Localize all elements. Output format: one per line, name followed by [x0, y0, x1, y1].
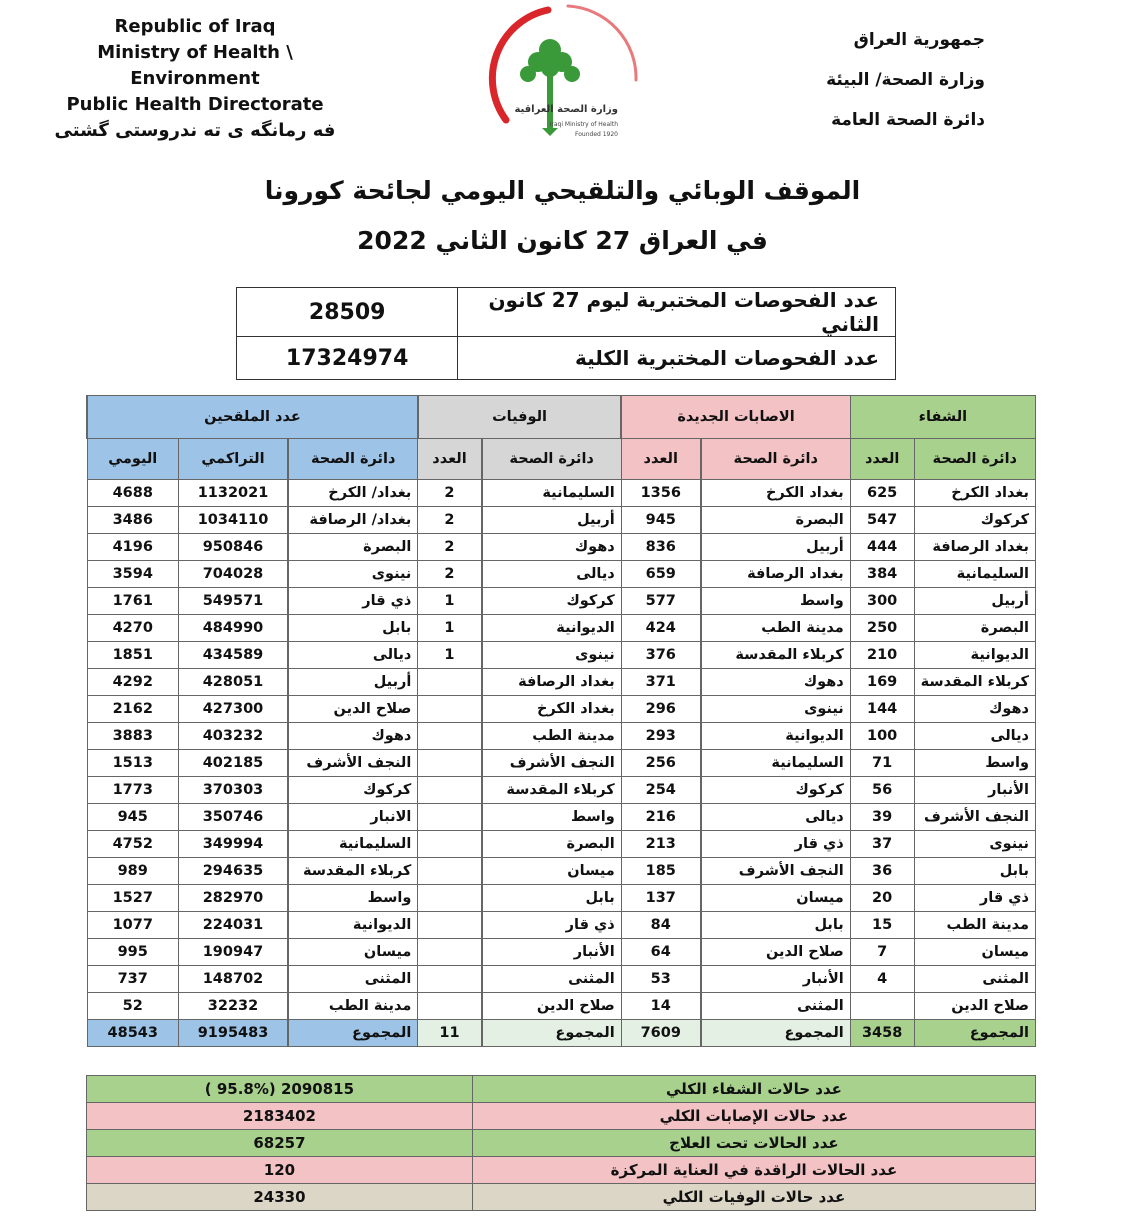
row-vac-daily: 989	[87, 858, 178, 885]
row-vac-directorate: ذي قار	[288, 588, 418, 615]
row-death-count	[418, 831, 482, 858]
row-death-directorate: ذي قار	[482, 912, 622, 939]
summary-label: عدد حالات الإصابات الكلي	[472, 1103, 1035, 1130]
row-death-directorate: صلاح الدين	[482, 993, 622, 1020]
page-subtitle: في العراق 27 كانون الثاني 2022	[357, 226, 768, 255]
row-vac-directorate: بغداد/ الرصافة	[288, 507, 418, 534]
row-vac-daily: 1513	[87, 750, 178, 777]
row-vac-cumulative: 950846	[178, 534, 288, 561]
sub-death-directorate: دائرة الصحة	[482, 439, 622, 480]
table-row	[87, 993, 1036, 1020]
row-vac-directorate: النجف الأشرف	[288, 750, 418, 777]
logo-founded-text: Founded 1920	[575, 131, 618, 138]
row-death-directorate: النجف الأشرف	[482, 750, 622, 777]
summary-label: عدد الحالات الراقدة في العناية المركزة	[472, 1157, 1035, 1184]
row-case-directorate: دهوك	[701, 669, 850, 696]
group-deaths: الوفيات	[418, 396, 621, 439]
row-vac-daily: 1077	[87, 912, 178, 939]
sub-case-directorate: دائرة الصحة	[701, 439, 850, 480]
row-rec-count: 144	[850, 696, 914, 723]
row-death-count	[418, 804, 482, 831]
row-vac-directorate: نينوى	[288, 561, 418, 588]
sub-vac-daily: اليومي	[87, 439, 178, 480]
row-case-directorate: الديوانية	[701, 723, 850, 750]
row-rec-directorate: دهوك	[914, 696, 1035, 723]
row-death-count: 2	[418, 534, 482, 561]
table-row	[87, 858, 1036, 885]
row-case-count: 836	[621, 534, 701, 561]
table-row	[87, 696, 1036, 723]
row-rec-directorate: بابل	[914, 858, 1035, 885]
row-case-directorate: بغداد الرصافة	[701, 561, 850, 588]
totals-row	[87, 1020, 1036, 1047]
header-kurdish: فه رمانگه ی ته ندروستی گشتی	[54, 120, 336, 141]
table-row	[87, 507, 1036, 534]
header-republic: Republic of Iraq	[114, 16, 276, 37]
row-death-directorate: مدينة الطب	[482, 723, 622, 750]
table-row	[87, 750, 1036, 777]
row-case-count: 213	[621, 831, 701, 858]
row-death-directorate: بغداد الكرخ	[482, 696, 622, 723]
tests-daily-label: عدد الفحوصات المختبرية ليوم 27 كانون الثاني	[458, 288, 896, 337]
row-vac-daily: 4270	[87, 615, 178, 642]
summary-label: عدد حالات الشفاء الكلي	[472, 1076, 1035, 1103]
row-vac-daily: 1773	[87, 777, 178, 804]
row-vac-cumulative: 282970	[178, 885, 288, 912]
row-vac-daily: 52	[87, 993, 178, 1020]
row-death-directorate: أربيل	[482, 507, 622, 534]
row-rec-directorate: ذي قار	[914, 885, 1035, 912]
row-case-directorate: أربيل	[701, 534, 850, 561]
row-vac-cumulative: 549571	[178, 588, 288, 615]
row-rec-count: 15	[850, 912, 914, 939]
table-row	[87, 534, 1036, 561]
row-death-directorate: كربلاء المقدسة	[482, 777, 622, 804]
table-row	[87, 561, 1036, 588]
total-vac-daily: 48543	[87, 1020, 178, 1047]
row-rec-count: 444	[850, 534, 914, 561]
row-vac-directorate: الديوانية	[288, 912, 418, 939]
row-rec-directorate: أربيل	[914, 588, 1035, 615]
row-case-count: 1356	[621, 480, 701, 507]
row-death-directorate: الأنبار	[482, 939, 622, 966]
row-rec-count: 100	[850, 723, 914, 750]
row-case-count: 14	[621, 993, 701, 1020]
table-row	[87, 885, 1036, 912]
row-vac-directorate: بغداد/ الكرخ	[288, 480, 418, 507]
row-rec-count: 36	[850, 858, 914, 885]
row-rec-count: 56	[850, 777, 914, 804]
row-case-count: 376	[621, 642, 701, 669]
summary-row	[87, 1130, 1036, 1157]
row-case-directorate: الأنبار	[701, 966, 850, 993]
row-rec-count: 300	[850, 588, 914, 615]
row-vac-cumulative: 434589	[178, 642, 288, 669]
row-rec-count: 384	[850, 561, 914, 588]
row-rec-directorate: المثنى	[914, 966, 1035, 993]
row-vac-directorate: الانبار	[288, 804, 418, 831]
row-death-count: 2	[418, 507, 482, 534]
table-row	[87, 939, 1036, 966]
summary-row	[87, 1157, 1036, 1184]
row-death-count	[418, 750, 482, 777]
row-case-directorate: نينوى	[701, 696, 850, 723]
row-vac-daily: 3486	[87, 507, 178, 534]
row-rec-directorate: نينوى	[914, 831, 1035, 858]
row-case-count: 53	[621, 966, 701, 993]
sub-rec-directorate: دائرة الصحة	[914, 439, 1035, 480]
row-vac-cumulative: 349994	[178, 831, 288, 858]
row-vac-daily: 1761	[87, 588, 178, 615]
total-new-cases: 7609	[621, 1020, 701, 1047]
summary-value: 120	[87, 1157, 473, 1184]
row-death-count: 1	[418, 642, 482, 669]
row-death-count	[418, 696, 482, 723]
row-case-directorate: ميسان	[701, 885, 850, 912]
row-vac-cumulative: 484990	[178, 615, 288, 642]
row-rec-count: 39	[850, 804, 914, 831]
row-case-directorate: ذي قار	[701, 831, 850, 858]
row-vac-cumulative: 370303	[178, 777, 288, 804]
ministry-logo-icon	[468, 2, 658, 152]
total-recovery-label: المجموع	[914, 1020, 1035, 1047]
row-vac-cumulative: 403232	[178, 723, 288, 750]
total-vac-label: المجموع	[288, 1020, 418, 1047]
summary-value: ( 95.8%) 2090815	[87, 1076, 473, 1103]
row-case-directorate: واسط	[701, 588, 850, 615]
row-case-directorate: المثنى	[701, 993, 850, 1020]
row-vac-daily: 945	[87, 804, 178, 831]
row-vac-directorate: ديالى	[288, 642, 418, 669]
row-vac-directorate: دهوك	[288, 723, 418, 750]
row-vac-daily: 4196	[87, 534, 178, 561]
tests-total-label: عدد الفحوصات المختبرية الكلية	[458, 337, 896, 380]
row-rec-count: 169	[850, 669, 914, 696]
summary-row	[87, 1184, 1036, 1211]
row-case-directorate: صلاح الدين	[701, 939, 850, 966]
logo-arabic-text: وزارة الصحة العراقية	[514, 104, 618, 115]
sub-header-row	[87, 439, 1036, 480]
row-vac-cumulative: 1132021	[178, 480, 288, 507]
tests-total-value: 17324974	[237, 337, 458, 380]
table-row	[87, 723, 1036, 750]
row-death-directorate: الديوانية	[482, 615, 622, 642]
row-death-directorate: بابل	[482, 885, 622, 912]
row-case-count: 254	[621, 777, 701, 804]
row-vac-directorate: ميسان	[288, 939, 418, 966]
row-death-directorate: ميسان	[482, 858, 622, 885]
row-death-count	[418, 777, 482, 804]
row-vac-cumulative: 350746	[178, 804, 288, 831]
summary-label: عدد حالات الوفيات الكلي	[472, 1184, 1035, 1211]
row-rec-directorate: ميسان	[914, 939, 1035, 966]
row-death-directorate: دهوك	[482, 534, 622, 561]
group-recovery: الشفاء	[850, 396, 1035, 439]
row-death-count	[418, 966, 482, 993]
row-case-count: 137	[621, 885, 701, 912]
row-rec-directorate: الديوانية	[914, 642, 1035, 669]
row-rec-directorate: السليمانية	[914, 561, 1035, 588]
row-case-directorate: السليمانية	[701, 750, 850, 777]
row-death-directorate: نينوى	[482, 642, 622, 669]
row-case-count: 185	[621, 858, 701, 885]
row-death-count	[418, 885, 482, 912]
row-vac-cumulative: 427300	[178, 696, 288, 723]
row-case-count: 371	[621, 669, 701, 696]
header-directorate-ar: دائرة الصحة العامة	[831, 110, 985, 130]
row-rec-count: 37	[850, 831, 914, 858]
row-vac-cumulative: 428051	[178, 669, 288, 696]
row-death-directorate: واسط	[482, 804, 622, 831]
sub-vac-directorate: دائرة الصحة	[288, 439, 418, 480]
row-vac-cumulative: 1034110	[178, 507, 288, 534]
row-vac-directorate: مدينة الطب	[288, 993, 418, 1020]
tests-row-daily	[237, 288, 896, 337]
row-case-count: 216	[621, 804, 701, 831]
row-vac-daily: 2162	[87, 696, 178, 723]
row-death-count	[418, 858, 482, 885]
header-republic-ar: جمهورية العراق	[853, 30, 985, 50]
row-death-directorate: السليمانية	[482, 480, 622, 507]
row-vac-daily: 3883	[87, 723, 178, 750]
row-case-count: 945	[621, 507, 701, 534]
row-death-count: 1	[418, 588, 482, 615]
row-vac-cumulative: 224031	[178, 912, 288, 939]
row-case-count: 296	[621, 696, 701, 723]
stats-body	[87, 480, 1036, 1020]
sub-rec-count: العدد	[850, 439, 914, 480]
row-rec-directorate: ديالى	[914, 723, 1035, 750]
row-death-count	[418, 912, 482, 939]
table-row	[87, 480, 1036, 507]
row-death-count	[418, 669, 482, 696]
row-vac-daily: 1851	[87, 642, 178, 669]
row-case-directorate: بابل	[701, 912, 850, 939]
row-vac-daily: 4752	[87, 831, 178, 858]
summary-table	[86, 1075, 1036, 1211]
row-rec-count: 4	[850, 966, 914, 993]
row-case-count: 293	[621, 723, 701, 750]
page-title: الموقف الوبائي والتلقيحي اليومي لجائحة كورونا	[264, 176, 861, 205]
row-vac-directorate: السليمانية	[288, 831, 418, 858]
row-rec-directorate: كربلاء المقدسة	[914, 669, 1035, 696]
row-death-count	[418, 993, 482, 1020]
row-rec-directorate: واسط	[914, 750, 1035, 777]
total-deaths-label: المجموع	[482, 1020, 622, 1047]
table-row	[87, 669, 1036, 696]
group-vaccinated: عدد الملقحين	[87, 396, 418, 439]
summary-row	[87, 1103, 1036, 1130]
covid-stats-table	[86, 395, 1036, 1047]
row-rec-directorate: الأنبار	[914, 777, 1035, 804]
row-death-directorate: كركوك	[482, 588, 622, 615]
row-vac-cumulative: 190947	[178, 939, 288, 966]
row-vac-directorate: صلاح الدين	[288, 696, 418, 723]
row-rec-count: 210	[850, 642, 914, 669]
total-recovery: 3458	[850, 1020, 914, 1047]
row-rec-count: 250	[850, 615, 914, 642]
row-rec-count: 625	[850, 480, 914, 507]
summary-value: 68257	[87, 1130, 473, 1157]
group-header-row	[87, 396, 1036, 439]
row-case-directorate: مدينة الطب	[701, 615, 850, 642]
row-vac-cumulative: 294635	[178, 858, 288, 885]
row-death-directorate: البصرة	[482, 831, 622, 858]
row-death-count: 2	[418, 480, 482, 507]
row-death-directorate: المثنى	[482, 966, 622, 993]
row-vac-cumulative: 32232	[178, 993, 288, 1020]
group-new-cases: الاصابات الجديدة	[621, 396, 850, 439]
row-case-directorate: بغداد الكرخ	[701, 480, 850, 507]
row-rec-directorate: البصرة	[914, 615, 1035, 642]
table-row	[87, 912, 1036, 939]
sub-death-count: العدد	[418, 439, 482, 480]
row-vac-daily: 737	[87, 966, 178, 993]
summary-label: عدد الحالات تحت العلاج	[472, 1130, 1035, 1157]
table-row	[87, 831, 1036, 858]
row-vac-daily: 995	[87, 939, 178, 966]
row-vac-cumulative: 704028	[178, 561, 288, 588]
summary-value: 2183402	[87, 1103, 473, 1130]
table-row	[87, 966, 1036, 993]
header-right-block	[826, 20, 985, 140]
row-death-count	[418, 939, 482, 966]
row-death-directorate: ديالى	[482, 561, 622, 588]
row-vac-directorate: كربلاء المقدسة	[288, 858, 418, 885]
row-vac-daily: 3594	[87, 561, 178, 588]
row-case-count: 659	[621, 561, 701, 588]
row-death-count: 1	[418, 615, 482, 642]
logo-english-text: Iraqi Ministry of Health	[549, 121, 618, 128]
header-left-block	[40, 14, 350, 144]
row-vac-directorate: المثنى	[288, 966, 418, 993]
row-death-directorate: بغداد الرصافة	[482, 669, 622, 696]
header-ministry-ar: وزارة الصحة/ البيئة	[826, 70, 985, 90]
row-rec-directorate: النجف الأشرف	[914, 804, 1035, 831]
row-rec-directorate: بغداد الرصافة	[914, 534, 1035, 561]
row-vac-directorate: كركوك	[288, 777, 418, 804]
row-rec-count: 71	[850, 750, 914, 777]
tests-row-total	[237, 337, 896, 380]
row-rec-count: 547	[850, 507, 914, 534]
summary-body	[87, 1076, 1036, 1211]
header-ministry: Ministry of Health \ Environment	[97, 42, 293, 89]
sub-case-count: العدد	[621, 439, 701, 480]
row-vac-daily: 1527	[87, 885, 178, 912]
row-vac-directorate: البصرة	[288, 534, 418, 561]
summary-value: 24330	[87, 1184, 473, 1211]
total-cases-label: المجموع	[701, 1020, 850, 1047]
row-case-count: 256	[621, 750, 701, 777]
total-vac-cumulative: 9195483	[178, 1020, 288, 1047]
total-deaths: 11	[418, 1020, 482, 1047]
row-rec-count: 7	[850, 939, 914, 966]
row-vac-directorate: واسط	[288, 885, 418, 912]
row-vac-directorate: أربيل	[288, 669, 418, 696]
sub-vac-cumulative: التراكمي	[178, 439, 288, 480]
row-vac-daily: 4292	[87, 669, 178, 696]
row-case-directorate: كركوك	[701, 777, 850, 804]
row-vac-cumulative: 402185	[178, 750, 288, 777]
row-case-directorate: البصرة	[701, 507, 850, 534]
row-rec-directorate: بغداد الكرخ	[914, 480, 1035, 507]
row-death-count	[418, 723, 482, 750]
summary-row	[87, 1076, 1036, 1103]
row-case-count: 84	[621, 912, 701, 939]
ministry-logo	[468, 2, 658, 152]
row-rec-directorate: صلاح الدين	[914, 993, 1035, 1020]
row-vac-directorate: بابل	[288, 615, 418, 642]
row-case-directorate: النجف الأشرف	[701, 858, 850, 885]
row-case-directorate: ديالى	[701, 804, 850, 831]
row-case-count: 577	[621, 588, 701, 615]
tests-daily-value: 28509	[237, 288, 458, 337]
row-vac-cumulative: 148702	[178, 966, 288, 993]
row-vac-daily: 4688	[87, 480, 178, 507]
header-directorate: Public Health Directorate	[66, 94, 324, 115]
table-row	[87, 588, 1036, 615]
row-case-count: 64	[621, 939, 701, 966]
table-row	[87, 804, 1036, 831]
table-row	[87, 777, 1036, 804]
row-death-count: 2	[418, 561, 482, 588]
row-rec-count	[850, 993, 914, 1020]
row-rec-count: 20	[850, 885, 914, 912]
row-rec-directorate: كركوك	[914, 507, 1035, 534]
row-case-count: 424	[621, 615, 701, 642]
table-row	[87, 642, 1036, 669]
row-case-directorate: كربلاء المقدسة	[701, 642, 850, 669]
row-rec-directorate: مدينة الطب	[914, 912, 1035, 939]
table-row	[87, 615, 1036, 642]
lab-tests-table	[236, 287, 896, 380]
